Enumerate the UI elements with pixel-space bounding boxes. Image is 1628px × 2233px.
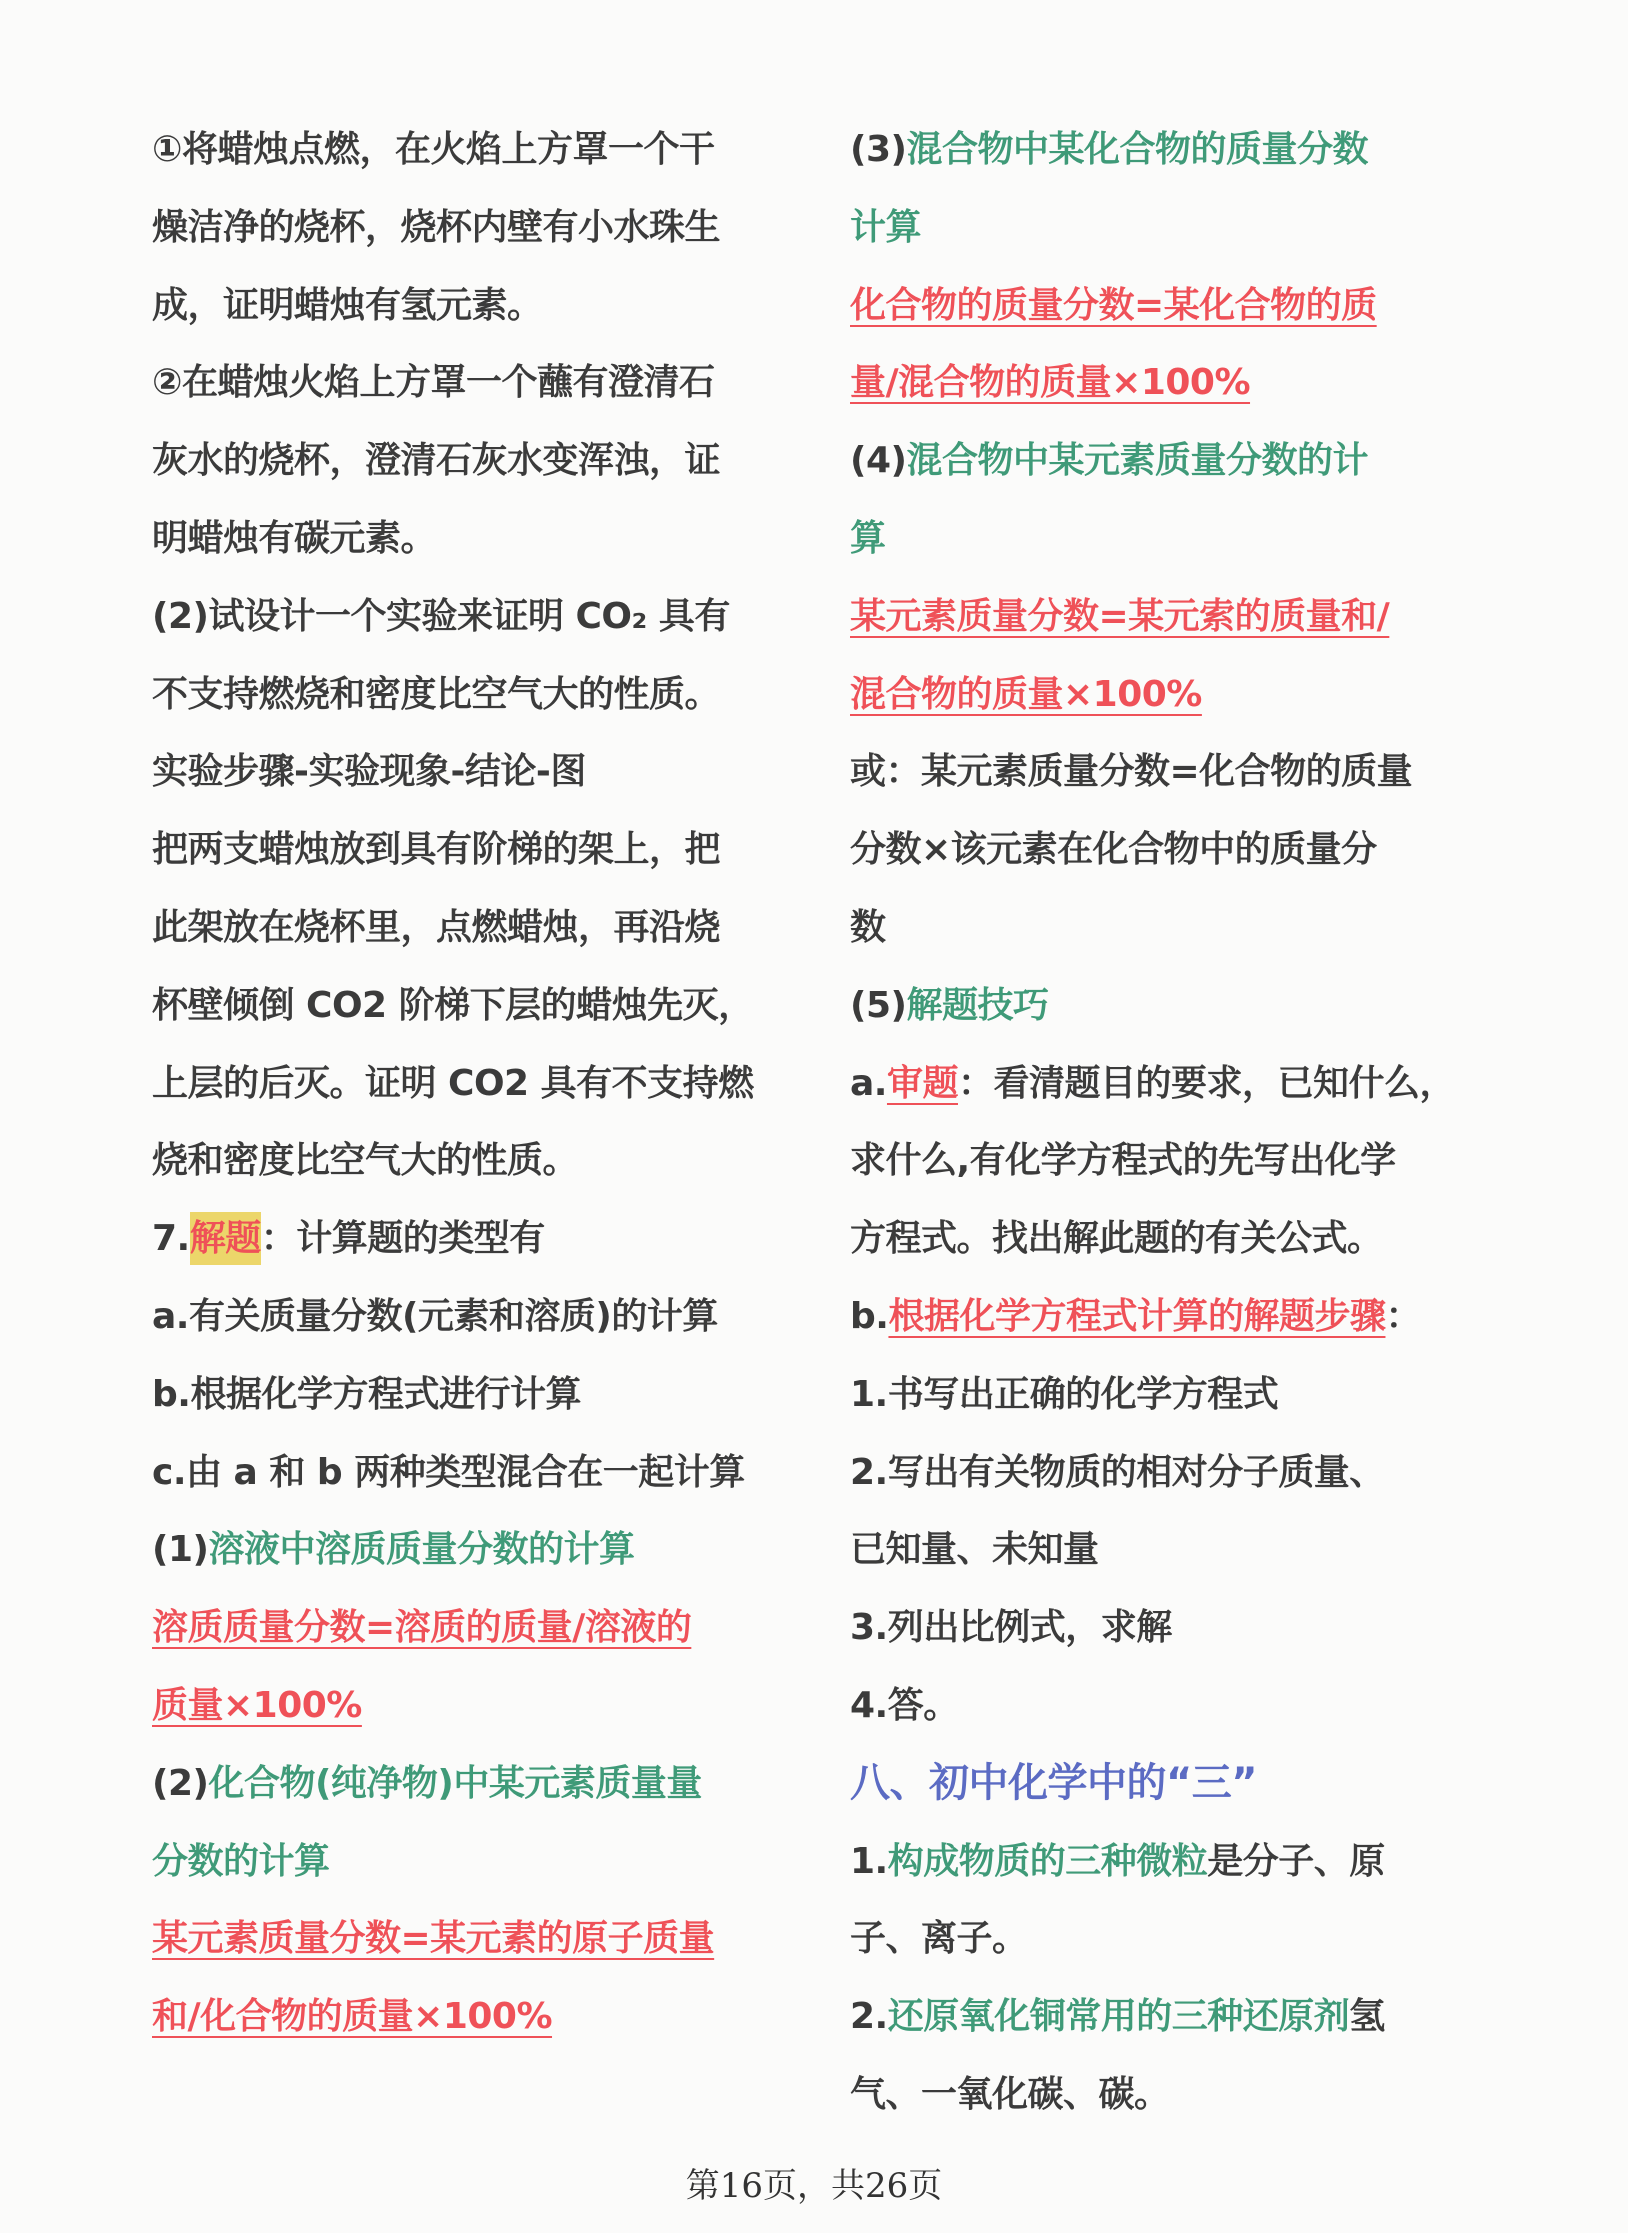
text-line bbox=[152, 1667, 842, 1745]
body-text: 不支持燃烧和密度比空气大的性质。 bbox=[152, 673, 721, 715]
body-text: 数 bbox=[850, 906, 886, 948]
text-line bbox=[850, 578, 1510, 656]
text-line bbox=[850, 111, 1510, 189]
text-line bbox=[850, 422, 1510, 500]
body-text: 1.书写出正确的化学方程式 bbox=[850, 1373, 1279, 1415]
body-text: a. bbox=[850, 1062, 887, 1104]
red-formula-text: 溶质质量分数=溶质的质量/溶液的 bbox=[152, 1607, 692, 1649]
body-text: 灰水的烧杯，澄清石灰水变浑浊，证 bbox=[152, 440, 721, 482]
text-line bbox=[850, 1823, 1510, 1901]
body-text: 成，证明蜡烛有氢元素。 bbox=[152, 284, 543, 326]
body-text: 分数×该元素在化合物中的质量分 bbox=[850, 829, 1377, 871]
body-text: (3) bbox=[850, 129, 907, 170]
page-number: 第16页，共26页 bbox=[685, 2166, 943, 2206]
green-heading-text: 解题技巧 bbox=[906, 984, 1049, 1026]
body-text: 明蜡烛有碳元素。 bbox=[152, 517, 437, 559]
green-heading-text: 混合物中某化合物的质量分数 bbox=[906, 129, 1368, 170]
text-line bbox=[152, 889, 842, 967]
red-formula-text: 审题 bbox=[886, 1062, 958, 1104]
text-line bbox=[152, 189, 842, 267]
text-line bbox=[850, 967, 1510, 1045]
body-text: ： bbox=[1385, 1295, 1421, 1337]
text-line bbox=[850, 2056, 1510, 2134]
text-line bbox=[152, 656, 842, 734]
text-line bbox=[152, 1745, 842, 1823]
body-text: 已知量、未知量 bbox=[850, 1529, 1099, 1571]
body-text: b.根据化学方程式进行计算 bbox=[152, 1373, 581, 1415]
body-text: 2.写出有关物质的相对分子质量、 bbox=[850, 1451, 1385, 1493]
text-line bbox=[152, 811, 842, 889]
text-line bbox=[850, 189, 1510, 267]
green-heading-text: 化合物(纯净物)中某元素质量量 bbox=[208, 1762, 702, 1804]
highlighted-keyword: 解题 bbox=[190, 1212, 261, 1265]
body-text: 气、一氧化碳、碳。 bbox=[850, 2073, 1170, 2115]
text-line bbox=[850, 1978, 1510, 2056]
text-line bbox=[850, 1278, 1510, 1356]
text-line bbox=[152, 1278, 842, 1356]
body-text: (2)试设计一个实验来证明 CO₂ 具有 bbox=[152, 595, 730, 637]
text-line bbox=[152, 733, 842, 811]
text-line bbox=[152, 1978, 842, 2056]
body-text: 方程式。找出解此题的有关公式。 bbox=[850, 1218, 1383, 1260]
body-text: (2) bbox=[152, 1762, 209, 1804]
text-line bbox=[850, 344, 1510, 422]
right-column bbox=[850, 111, 1510, 2134]
red-formula-text: 根据化学方程式计算的解题步骤 bbox=[888, 1295, 1386, 1337]
red-formula-text: 混合物的质量×100% bbox=[850, 673, 1202, 715]
text-line bbox=[850, 1900, 1510, 1978]
text-line bbox=[850, 1356, 1510, 1434]
body-text: 上层的后灭。证明 CO2 具有不支持燃 bbox=[152, 1062, 754, 1104]
text-line bbox=[850, 1200, 1510, 1278]
text-line bbox=[152, 1200, 842, 1278]
body-text: 求什么,有化学方程式的先写出化学 bbox=[850, 1140, 1396, 1182]
red-formula-text: 某元素质量分数=某元素的原子质量 bbox=[152, 1918, 715, 1960]
body-text: c.由 a 和 b 两种类型混合在一起计算 bbox=[152, 1451, 745, 1493]
body-text: a.有关质量分数(元素和溶质)的计算 bbox=[152, 1295, 718, 1337]
body-text: (5) bbox=[850, 984, 907, 1026]
body-text: ：计算题的类型有 bbox=[260, 1218, 545, 1260]
body-text: 杯壁倾倒 CO2 阶梯下层的蜡烛先灭， bbox=[152, 984, 754, 1026]
text-line bbox=[152, 422, 842, 500]
body-text: 子、离子。 bbox=[850, 1918, 1028, 1960]
red-formula-text: 质量×100% bbox=[152, 1684, 362, 1726]
text-line bbox=[152, 1434, 842, 1512]
text-line bbox=[152, 967, 842, 1045]
text-line bbox=[152, 500, 842, 578]
text-line bbox=[850, 1589, 1510, 1667]
text-line bbox=[152, 1511, 842, 1589]
text-line bbox=[850, 1045, 1510, 1123]
text-line bbox=[850, 267, 1510, 345]
green-heading-text: 混合物中某元素质量分数的计 bbox=[906, 440, 1368, 482]
body-text: 此架放在烧杯里，点燃蜡烛，再沿烧 bbox=[152, 906, 721, 948]
body-text: 2. bbox=[850, 1996, 888, 2038]
body-text: 把两支蜡烛放到具有阶梯的架上，把 bbox=[152, 829, 721, 871]
body-text: 燥洁净的烧杯，烧杯内壁有小水珠生 bbox=[152, 206, 721, 248]
body-text: 3.列出比例式，求解 bbox=[850, 1607, 1172, 1649]
text-line bbox=[850, 500, 1510, 578]
left-column bbox=[152, 111, 842, 2056]
body-text: (1) bbox=[152, 1529, 209, 1571]
text-line bbox=[152, 1045, 842, 1123]
green-heading-text: 计算 bbox=[850, 206, 922, 248]
text-line bbox=[850, 1434, 1510, 1512]
text-line bbox=[152, 1122, 842, 1200]
body-text: (4) bbox=[850, 440, 907, 482]
text-line bbox=[850, 1667, 1510, 1745]
body-text: 实验步骤-实验现象-结论-图 bbox=[152, 751, 586, 793]
green-heading-text: 算 bbox=[850, 517, 886, 559]
green-heading-text: 溶液中溶质质量分数的计算 bbox=[208, 1529, 635, 1571]
body-text: ：看清题目的要求，已知什么， bbox=[957, 1062, 1455, 1104]
red-formula-text: 和/化合物的质量×100% bbox=[152, 1996, 553, 2038]
text-line bbox=[152, 1823, 842, 1901]
text-line bbox=[850, 1122, 1510, 1200]
body-text: 7. bbox=[152, 1218, 190, 1260]
body-text: 是分子、原 bbox=[1207, 1840, 1385, 1882]
text-line bbox=[152, 1589, 842, 1667]
text-line bbox=[152, 344, 842, 422]
text-line bbox=[152, 1356, 842, 1434]
red-formula-text: 量/混合物的质量×100% bbox=[850, 362, 1251, 404]
body-text: 4.答。 bbox=[850, 1684, 959, 1726]
green-heading-text: 分数的计算 bbox=[152, 1840, 330, 1882]
text-line bbox=[850, 1745, 1510, 1823]
green-heading-text: 还原氧化铜常用的三种还原剂 bbox=[887, 1996, 1350, 2038]
text-line bbox=[152, 1900, 842, 1978]
body-text: ②在蜡烛火焰上方罩一个蘸有澄清石 bbox=[152, 362, 715, 404]
body-text: 烧和密度比空气大的性质。 bbox=[152, 1140, 579, 1182]
red-formula-text: 某元素质量分数=某元索的质量和/ bbox=[850, 595, 1390, 637]
text-line bbox=[850, 1511, 1510, 1589]
text-line bbox=[152, 111, 842, 189]
text-line bbox=[850, 656, 1510, 734]
text-line bbox=[152, 267, 842, 345]
section-heading: 八、初中化学中的“三” bbox=[850, 1759, 1258, 1806]
text-line bbox=[152, 578, 842, 656]
text-line bbox=[850, 889, 1510, 967]
body-text: b. bbox=[850, 1295, 889, 1337]
body-text: 1. bbox=[850, 1840, 888, 1882]
body-text: ①将蜡烛点燃，在火焰上方罩一个干 bbox=[152, 129, 715, 170]
red-formula-text: 化合物的质量分数=某化合物的质 bbox=[850, 284, 1377, 326]
body-text: 氢 bbox=[1349, 1996, 1385, 2038]
green-heading-text: 构成物质的三种微粒 bbox=[887, 1840, 1208, 1882]
text-line bbox=[850, 811, 1510, 889]
body-text: 或：某元素质量分数=化合物的质量 bbox=[850, 751, 1413, 793]
text-line bbox=[850, 733, 1510, 811]
